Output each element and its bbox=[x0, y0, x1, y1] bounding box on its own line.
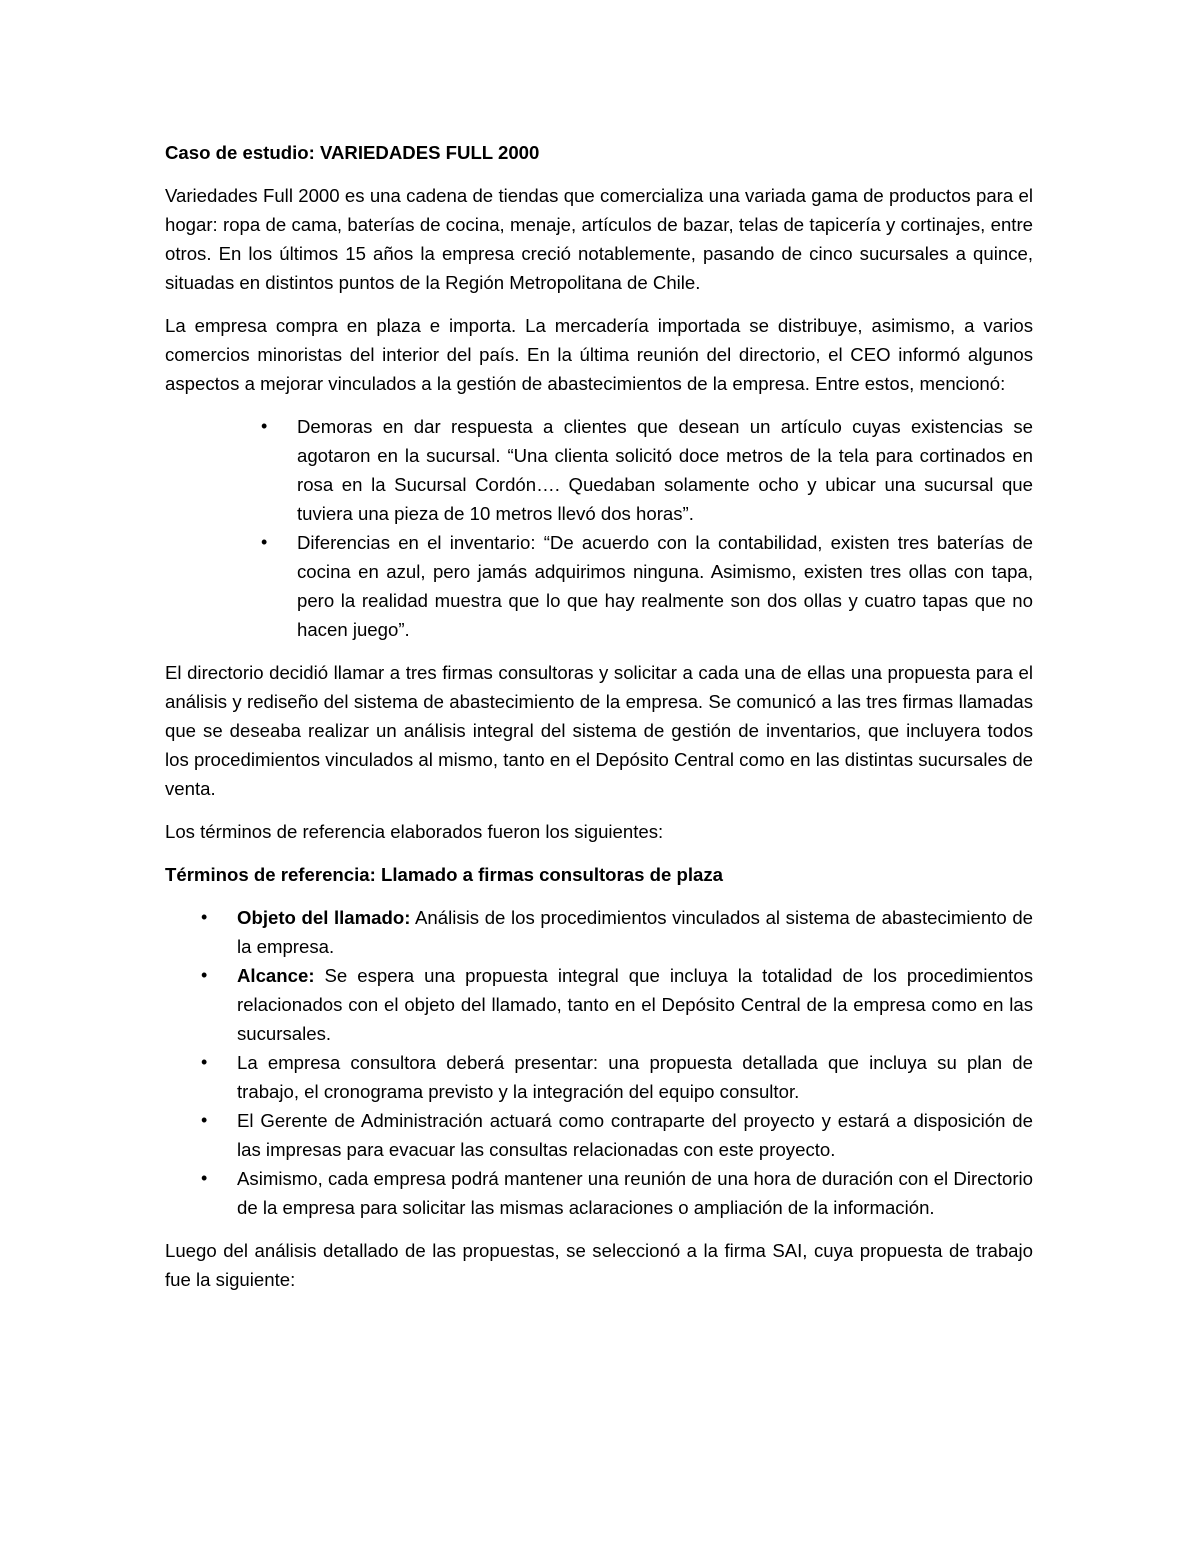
bullet-icon: • bbox=[201, 1052, 208, 1072]
term-text: Se espera una propuesta integral que incluya la totalidad de los procedimientos relacionados con el objeto del llamado, tanto en el Depósito Central de la empresa como en las sucursales. bbox=[237, 965, 1033, 1044]
terms-list bbox=[201, 903, 1034, 1222]
document-title: Caso de estudio: VARIEDADES FULL 2000 bbox=[165, 142, 540, 163]
bullet-icon: • bbox=[201, 907, 208, 927]
bullet-icon: • bbox=[261, 532, 268, 552]
bullet-icon: • bbox=[261, 416, 268, 436]
conclusion-paragraph: Luego del análisis detallado de las propuestas, se seleccionó a la firma SAI, cuya propuesta de trabajo fue la siguiente: bbox=[165, 1240, 1033, 1290]
list-item-text: Diferencias en el inventario: “De acuerdo con la contabilidad, existen tres baterías de cocina en azul, pero jamás adquirimos ninguna. Asimismo, existen tres ollas con tapa, pero la realidad muestra que lo que hay realmente son dos ollas y cuatro tapas que no hacen juego”. bbox=[297, 532, 1033, 640]
term-text: El Gerente de Administración actuará como contraparte del proyecto y estará a disposición de las impresas para evacuar las consultas relacionadas con este proyecto. bbox=[237, 1110, 1033, 1160]
list-item bbox=[261, 412, 1033, 528]
list-item bbox=[201, 1164, 1033, 1222]
term-text: Asimismo, cada empresa podrá mantener una reunión de una hora de duración con el Directorio de la empresa para solicitar las mismas aclaraciones o ampliación de la información. bbox=[237, 1168, 1033, 1218]
list-item bbox=[261, 528, 1033, 644]
term-label: Alcance: bbox=[237, 965, 315, 986]
terms-subtitle: Términos de referencia: Llamado a firmas consultoras de plaza bbox=[165, 864, 723, 885]
terminos-intro-paragraph: Los términos de referencia elaborados fueron los siguientes: bbox=[165, 821, 664, 842]
list-item-text: Demoras en dar respuesta a clientes que desean un artículo cuyas existencias se agotaron en la sucursal. “Una clienta solicitó doce metros de la tela para cortinados en rosa en la Sucursal Cordón…. Quedaban solamente ocho y ubicar una sucursal que tuviera una pieza de 10 metros llevó dos horas”. bbox=[297, 416, 1033, 524]
document-body bbox=[165, 138, 1033, 1308]
directorio-paragraph: El directorio decidió llamar a tres firmas consultoras y solicitar a cada una de ellas una propuesta para el análisis y rediseño del sistema de abastecimiento de la empresa. Se comunicó a las tres firmas llamadas que se deseaba realizar un análisis integral del sistema de gestión de inventarios, que incluyera todos los procedimientos vinculados al mismo, tanto en el Depósito Central como en las distintas sucursales de venta. bbox=[165, 662, 1033, 799]
list-item bbox=[201, 961, 1033, 1048]
intro-paragraph: Variedades Full 2000 es una cadena de tiendas que comercializa una variada gama de productos para el hogar: ropa de cama, baterías de cocina, menaje, artículos de bazar, telas de tapicería y cortinajes, entre otros. En los últimos 15 años la empresa creció notablemente, pasando de cinco sucursales a quince, situadas en distintos puntos de la Región Metropolitana de Chile. bbox=[165, 185, 1033, 293]
list-item bbox=[201, 903, 1034, 961]
list-item bbox=[201, 1106, 1033, 1164]
ceo-points-list bbox=[261, 412, 1033, 644]
ceo-paragraph: La empresa compra en plaza e importa. La mercadería importada se distribuye, asimismo, a varios comercios minoristas del interior del país. En la última reunión del directorio, el CEO informó algunos aspectos a mejorar vinculados a la gestión de abastecimientos de la empresa. Entre estos, mencionó: bbox=[165, 315, 1033, 394]
term-text: La empresa consultora deberá presentar: una propuesta detallada que incluya su plan de trabajo, el cronograma previsto y la integración del equipo consultor. bbox=[237, 1052, 1033, 1102]
bullet-icon: • bbox=[201, 1168, 208, 1188]
bullet-icon: • bbox=[201, 965, 208, 985]
bullet-icon: • bbox=[201, 1110, 208, 1130]
term-label: Objeto del llamado: bbox=[237, 907, 411, 928]
term-text: Análisis de los procedimientos vinculados al sistema de abastecimiento de la empresa. bbox=[237, 907, 1034, 957]
list-item bbox=[201, 1048, 1033, 1106]
